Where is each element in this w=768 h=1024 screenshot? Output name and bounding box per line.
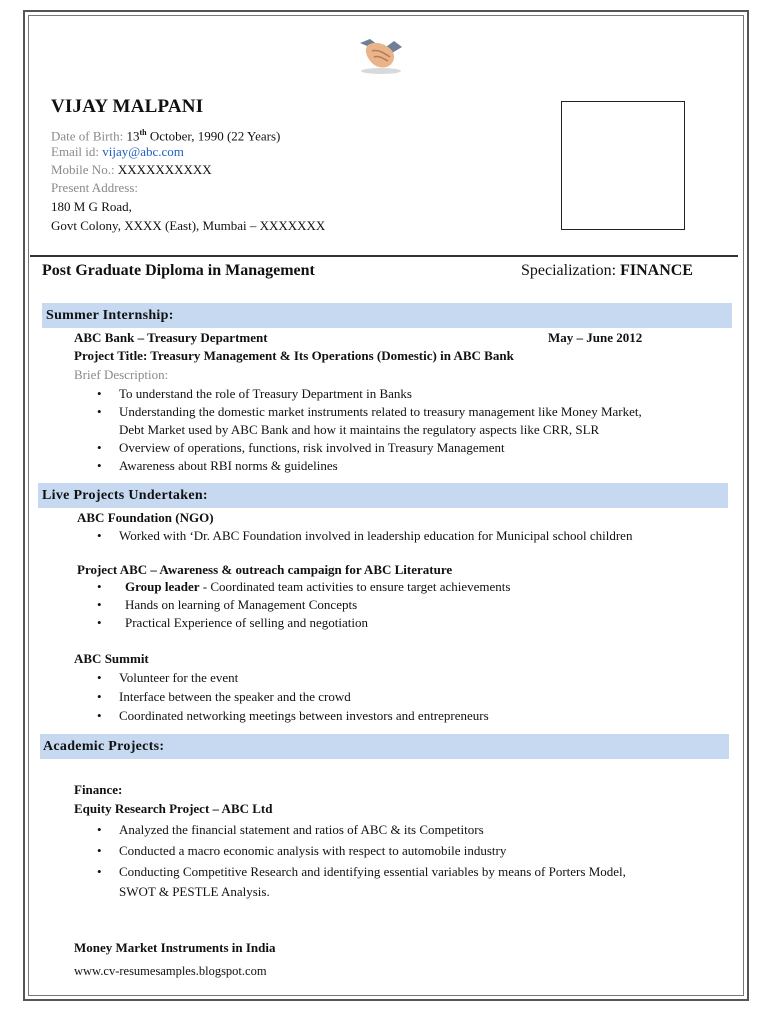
- candidate-name: VIJAY MALPANI: [51, 96, 204, 117]
- address-line-2: Govt Colony, XXXX (East), Mumbai – XXXXXXX: [51, 218, 326, 233]
- list-item: • Group leader - Coordinated team activities to ensure target achievements: [97, 579, 511, 594]
- photo-placeholder: [561, 101, 685, 230]
- section-band-internship: [42, 303, 732, 328]
- section-band-academic: [40, 734, 729, 759]
- email-label: Email id:: [51, 144, 100, 159]
- dob-suffix: th: [139, 128, 147, 137]
- header-divider: [30, 255, 738, 257]
- handshake-icon: [356, 33, 406, 75]
- live-project-1-title: ABC Foundation (NGO): [77, 510, 214, 525]
- internship-org: ABC Bank – Treasury Department: [74, 330, 268, 345]
- degree-title: Post Graduate Diploma in Management: [42, 262, 315, 279]
- academic-bullets: [97, 821, 626, 901]
- academic-project-2: Money Market Instruments in India: [74, 940, 276, 955]
- email-link[interactable]: vijay@abc.com: [102, 144, 184, 159]
- list-item: • Conducted a macro economic analysis with respect to automobile industry: [97, 843, 507, 858]
- mobile-label: Mobile No.:: [51, 162, 115, 177]
- list-item: • Coordinated networking meetings between investors and entrepreneurs: [97, 708, 489, 723]
- address-line-1: 180 M G Road,: [51, 199, 132, 214]
- academic-project-1: Equity Research Project – ABC Ltd: [74, 801, 273, 816]
- specialization-label: Specialization:: [521, 262, 621, 279]
- list-item: • To understand the role of Treasury Department in Banks: [97, 386, 412, 401]
- address-label: Present Address:: [51, 180, 139, 195]
- list-item: • Understanding the domestic market instruments related to treasury management like Money Market,: [97, 404, 642, 419]
- dob-day: 13: [126, 128, 140, 144]
- specialization-value: FINANCE: [620, 262, 693, 279]
- live-project-3-title: ABC Summit: [74, 651, 149, 666]
- brief-description-label: Brief Description:: [74, 367, 169, 382]
- internship-project-title: Project Title: Treasury Management & Its Operations (Domestic) in ABC Bank: [74, 348, 514, 363]
- internship-dates: May – June 2012: [548, 330, 643, 345]
- list-item: • Awareness about RBI norms & guidelines: [97, 458, 338, 473]
- list-item-continuation: SWOT & PESTLE Analysis.: [119, 884, 270, 899]
- academic-area: Finance:: [74, 782, 123, 797]
- live-project-1-bullets: [97, 527, 633, 545]
- list-item: • Volunteer for the event: [97, 670, 239, 685]
- email-line: [51, 143, 184, 161]
- list-item: • Analyzed the financial statement and ratios of ABC & its Competitors: [97, 822, 484, 837]
- section-heading-internship: Summer Internship:: [46, 308, 174, 323]
- section-heading-live-projects: Live Projects Undertaken:: [42, 488, 208, 503]
- list-item: • Interface between the speaker and the crowd: [97, 689, 351, 704]
- section-heading-academic: Academic Projects:: [43, 739, 165, 754]
- live-project-2-title: Project ABC – Awareness & outreach campaign for ABC Literature: [77, 562, 453, 577]
- internship-bullets: [97, 385, 642, 475]
- live-project-3-bullets: [97, 669, 489, 725]
- list-item: • Conducting Competitive Research and identifying essential variables by means of Porters Model,: [97, 864, 626, 879]
- section-band-live-projects: [38, 483, 728, 508]
- dob-line: Date of Birth: 13th October, 1990 (22 Years): [51, 128, 281, 144]
- dob-rest: October, 1990 (22 Years): [146, 128, 281, 144]
- list-item: • Overview of operations, functions, risk involved in Treasury Management: [97, 440, 505, 455]
- list-item: • Worked with ‘Dr. ABC Foundation involved in leadership education for Municipal school children: [97, 528, 633, 543]
- footer-url[interactable]: www.cv-resumesamples.blogspot.com: [74, 964, 267, 978]
- list-item: • Practical Experience of selling and negotiation: [97, 615, 368, 630]
- list-item-continuation: Debt Market used by ABC Bank and how it maintains the regulatory aspects like CRR, SLR: [119, 422, 600, 437]
- list-item: • Hands on learning of Management Concepts: [97, 597, 358, 612]
- mobile-line: [51, 161, 212, 179]
- mobile-value: XXXXXXXXXX: [117, 162, 212, 177]
- dob-label: Date of Birth: [51, 128, 120, 144]
- live-project-2-bullets: [97, 578, 511, 632]
- specialization: [521, 262, 693, 280]
